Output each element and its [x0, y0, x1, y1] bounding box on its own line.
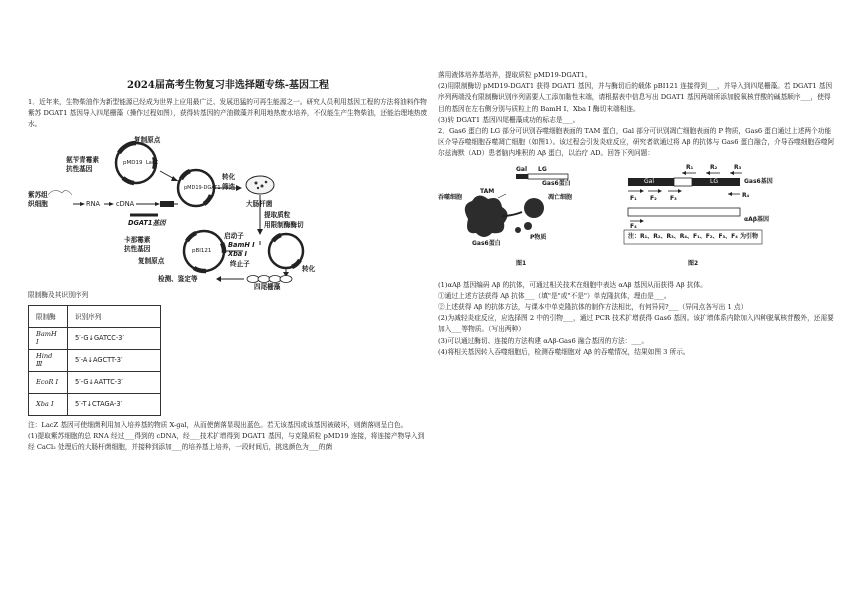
fig1-caption: 图1 — [516, 259, 527, 267]
phagocyte-cell — [465, 195, 508, 237]
table-header-row — [29, 305, 161, 327]
left-column — [28, 70, 428, 453]
enzyme-sequence: 5′-T↓CTAGA-3′ — [68, 393, 161, 415]
enzyme-sequence: 5′-A↓AGCTT-3′ — [68, 349, 161, 371]
fig1-label-gal: Gal — [516, 165, 528, 173]
page-title: 2024届高考生物复习非选择题专练-基因工程 — [127, 80, 329, 91]
label-amp: 氨苄青霉素 — [66, 155, 99, 164]
right-column — [438, 70, 836, 358]
question-2-sub-1a: ①通过上述方法获得 Aβ 抗体___（填"是"或"不是"）单克隆抗体，理由是___。 — [438, 291, 671, 300]
fig2-label-r3: R₃ — [734, 163, 742, 171]
fig2-caption: 图2 — [688, 259, 699, 267]
question-2-intro: 2．Gas6 蛋白的 LG 部分可识别吞噬细胞表面的 TAM 蛋白，Gal 部分可识别凋亡细胞表面的 P 物质，Gas6 蛋白通过上述两个功能区介导吞噬细胞吞噬凋亡细胞（如图1）。该过程会引发炎症反应，研究者欲通过将 Aβ 的抗体与 Gas6 蛋白融合，介导吞噬细胞吞噬阿尔兹海默（AD）患者脑内堆积的 Aβ 蛋白，以治疗 AD。回答下列问题： — [438, 127, 835, 158]
label-detect: 检测、鉴定等 — [158, 274, 198, 283]
fig2-label-f1: F₁ — [630, 194, 637, 202]
enzyme-name: Hind Ⅲ — [29, 349, 68, 371]
enzyme-name: EcoR Ⅰ — [29, 371, 68, 393]
fig2-label-f4: F₄ — [630, 222, 637, 230]
fig2-label-r2: R₂ — [710, 163, 718, 171]
table-row — [29, 393, 161, 415]
fig1-label-phagocyte: 吞噬细胞 — [438, 193, 463, 201]
question-2-sub-4: (4)将相关基因转入吞噬细胞后，检测吞噬细胞对 Aβ 的吞噬情况，结果如图 3 所示。 — [438, 347, 690, 356]
label-rna: RNA — [86, 199, 101, 208]
fig2-label-f3: F₃ — [670, 194, 677, 202]
question-2-sub-2: (2)为减轻炎症反应，应选择图 2 中的引物___，通过 PCR 技术扩增获得 Gas6 基因。该扩增体系内除加入四种脱氧核苷酸外，还需要加入___等物质。（写出两种） — [438, 314, 834, 334]
label-resistance-2: 抗性基因 — [124, 244, 151, 253]
sub-1-continuation: 落用液体培养基培养，提取质粒 pMD19-DGAT1。 — [438, 71, 592, 79]
question-2-sub-1b: ②上述获得 Aβ 的抗体方法，与课本中单克隆抗体的制作方法相比，有何异同?___（异同点各写出 1 点） — [438, 303, 748, 312]
label-screen: 筛选 — [222, 182, 236, 191]
fig1-label-apoptotic: 凋亡细胞 — [548, 193, 573, 201]
question-2-sub-3: (3)可以通过酶切、连接的方法构建 αAβ-Gas6 融合基因的方法：___。 — [438, 336, 649, 345]
question-1-sub-3: (3)转 DGAT1 基因四尾栅藻成功的标志是___。 — [438, 115, 580, 124]
enzyme-name: Xba Ⅰ — [29, 393, 68, 415]
label-transform-2: 转化 — [302, 264, 316, 273]
aab-gene-bar — [628, 208, 740, 216]
fig2-label-aab-gene: αAβ基因 — [744, 215, 770, 223]
enzyme-table — [28, 305, 161, 416]
table-caption: 限制酶及其识别序列 — [28, 290, 89, 299]
enzyme-sequence: 5′-G↓AATTC-3′ — [68, 371, 161, 393]
fig1-label-lg: LG — [538, 165, 547, 173]
label-ecoli: 大肠杆菌 — [246, 199, 273, 208]
label-algae: 四尾栅藻 — [254, 282, 281, 291]
label-cdna: cDNA — [116, 199, 135, 208]
table-row — [29, 349, 161, 371]
label-pmd19-dgat1: pMD19-DGAT1 — [184, 184, 221, 191]
label-pbi121: pBI121 — [192, 247, 212, 254]
gas6-figures — [438, 164, 836, 276]
label-lacz: LacZ — [146, 159, 159, 166]
fig2-label-r1: R₁ — [686, 163, 694, 171]
label-terminator: 终止子 — [230, 259, 250, 268]
fig2-note: 注：R₁、R₂、R₃、R₄、F₁、F₂、F₃、F₄ 为引物 — [628, 232, 758, 240]
question-2-sub-1: (1)αAβ 基因编码 Aβ 的抗体，可通过相关技术在细胞中表达 αAβ 基因从而获得 Aβ 抗体。 — [438, 280, 707, 289]
label-promoter: 启动子 — [224, 231, 244, 240]
table-header-enzyme: 限制酶 — [29, 305, 68, 327]
label-perilla-2: 织细胞 — [28, 199, 48, 208]
gene-engineering-figure — [28, 133, 428, 290]
table-row — [29, 371, 161, 393]
gas6-drawing — [438, 164, 836, 276]
table-row — [29, 327, 161, 349]
fig2-label-f2: F₂ — [650, 194, 657, 202]
label-bamh1: BamH Ⅰ — [228, 240, 255, 249]
label-xba1: Xba Ⅰ — [228, 249, 248, 258]
algae-cell — [247, 275, 259, 282]
label-origin-2: 复制原点 — [138, 256, 165, 265]
label-perilla-1: 紫苏组 — [28, 190, 48, 199]
label-origin-1: 复制原点 — [134, 135, 161, 144]
fig2-label-r4: R₄ — [742, 191, 750, 199]
fig2-label-gas6gene: Gas6基因 — [744, 177, 773, 185]
table-header-sequence: 识别序列 — [68, 305, 161, 327]
label-digest: 用限制酶酶切 — [264, 220, 304, 229]
fig1-label-gas6-2: Gas6蛋白 — [472, 239, 501, 247]
label-kana: 卡那霉素 — [124, 235, 151, 244]
label-dgat1-gene: DGAT1基因 — [128, 218, 166, 227]
petri-dish — [246, 176, 274, 194]
label-transform-1: 转化 — [222, 172, 236, 181]
question-1-intro: 1．近年来，生物柴油作为新型能源已经成为世界上应用最广泛、发展迅猛的可再生能源之一。研究人员利用基因工程的方法将油料作物紫苏 DGAT1 基因导入四尾栅藻（操作过程如图），获得转基因的产油微藻并利用地热废水培养，不仅能生产生物柴油，还能治理地热废水。 — [28, 98, 428, 129]
label-pmd19: pMD19 — [123, 159, 143, 166]
fig2-label-gal: Gal — [644, 177, 654, 185]
label-extract-plasmid: 提取质粒 — [264, 210, 291, 219]
label-resistance-1: 抗性基因 — [66, 164, 93, 173]
lacz-note: 注：LacZ 基因可使细菌利用加入培养基的物质 X-gal，从而使菌落显现出蓝色。若无该基因或该基因被破坏，则菌落则呈白色。 — [28, 420, 408, 429]
enzyme-name: BamH Ⅰ — [29, 327, 68, 349]
fig2-label-lg: LG — [710, 177, 718, 185]
question-1-sub-1: (1)提取紫苏细胞的总 RNA 经过___得到的 cDNA，经___技术扩增得到 DGAT1 基因，与克隆质粒 pMD19 连接，将连接产物导入到经 CaCl₂ 处理后的大肠杆菌细胞，并接种到添加___的培养基上培养，一段时间后，挑选颜色为___的菌 — [28, 432, 425, 452]
enzyme-sequence: 5′-G↓GATCC-3′ — [68, 327, 161, 349]
fig1-label-gas6: Gas6蛋白 — [542, 179, 571, 187]
apoptotic-cell — [524, 198, 544, 218]
fig1-label-tam: TAM — [480, 187, 495, 195]
fig1-label-p: P物质 — [530, 233, 547, 241]
question-1-sub-2: (2)用限制酶切 pMD19-DGAT1 获得 DGAT1 基因，并与酶切后的载体 pBI121 连接得到___，并导入到四尾栅藻。若 DGAT1 基因序列两端没有限制酶识别序列需要人工添加黏性末端，请根据表中信息写出 DGAT1 基因两端所添加脱氧核苷酸的碱基顺序___，使得目的基因在左右侧分别与质粒上的 BamH Ⅰ、Xba Ⅰ 酶切末端相连。 — [438, 82, 833, 113]
